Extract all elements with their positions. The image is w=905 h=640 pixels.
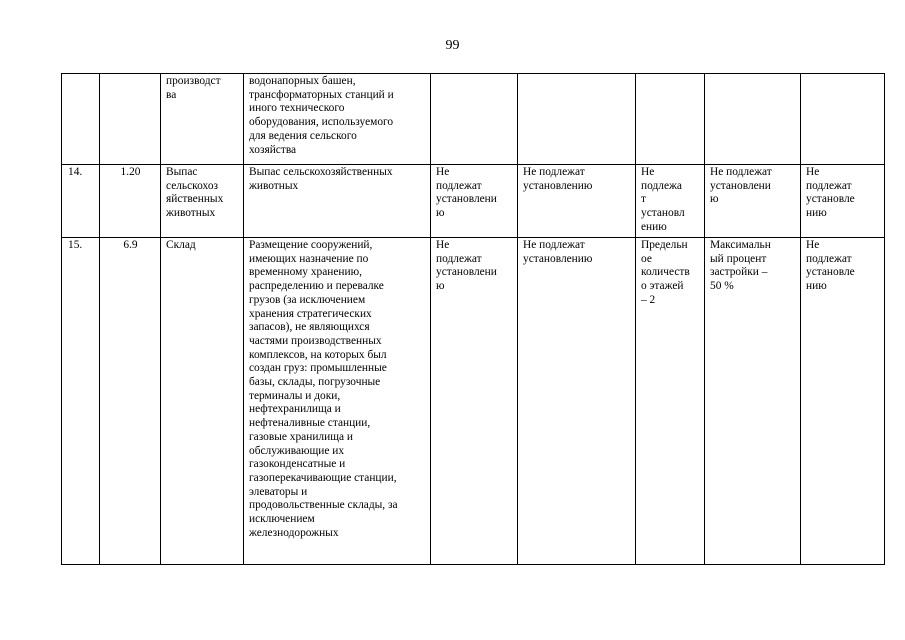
parameter-cell-9: Не подлежат установле нию [801,165,885,238]
parameter-cell-5: Не подлежат установлени ю [431,165,518,238]
use-description-cell: Выпас сельскохозяйственных животных [244,165,431,238]
code-cell: 6.9 [100,238,161,565]
use-name-cell: производст ва [161,74,244,165]
parameter-cell-5: Не подлежат установлени ю [431,238,518,565]
use-description-cell: водонапорных башен, трансформаторных станций и иного технического оборудования, используемого для ведения сельского хозяйства [244,74,431,165]
regulations-table [61,73,885,565]
row-number-cell [62,74,100,165]
table-row [62,165,885,238]
parameter-cell-6 [518,74,636,165]
parameter-cell-9 [801,74,885,165]
parameter-cell-7: Предельн ое количеств о этажей – 2 [636,238,705,565]
use-name-cell: Склад [161,238,244,565]
parameter-cell-9: Не подлежат установле нию [801,238,885,565]
row-number-cell: 14. [62,165,100,238]
page-number: 99 [445,38,460,53]
use-name-cell: Выпас сельскохоз яйственных животных [161,165,244,238]
code-cell [100,74,161,165]
parameter-cell-8: Максимальн ый процент застройки – 50 % [705,238,801,565]
parameter-cell-8: Не подлежат установлени ю [705,165,801,238]
parameter-cell-8 [705,74,801,165]
parameter-cell-5 [431,74,518,165]
row-number-cell: 15. [62,238,100,565]
parameter-cell-6: Не подлежат установлению [518,165,636,238]
parameter-cell-6: Не подлежат установлению [518,238,636,565]
table-row [62,74,885,165]
parameter-cell-7 [636,74,705,165]
use-description-cell: Размещение сооружений, имеющих назначение по временному хранению, распределению и перевалке грузов (за исключением хранения стратегических запасов), не являющихся частями производственных комплексов, на которых был создан груз: промышленные базы, склады, погрузочные терминалы и доки, нефтехранилища и нефтеналивные станции, газовые хранилища и обслуживающие их газоконденсатные и газоперекачивающие станции, элеваторы и продовольственные склады, за исключением железнодорожных [244,238,431,565]
code-cell: 1.20 [100,165,161,238]
table-row [62,238,885,565]
parameter-cell-7: Не подлежа т установл ению [636,165,705,238]
